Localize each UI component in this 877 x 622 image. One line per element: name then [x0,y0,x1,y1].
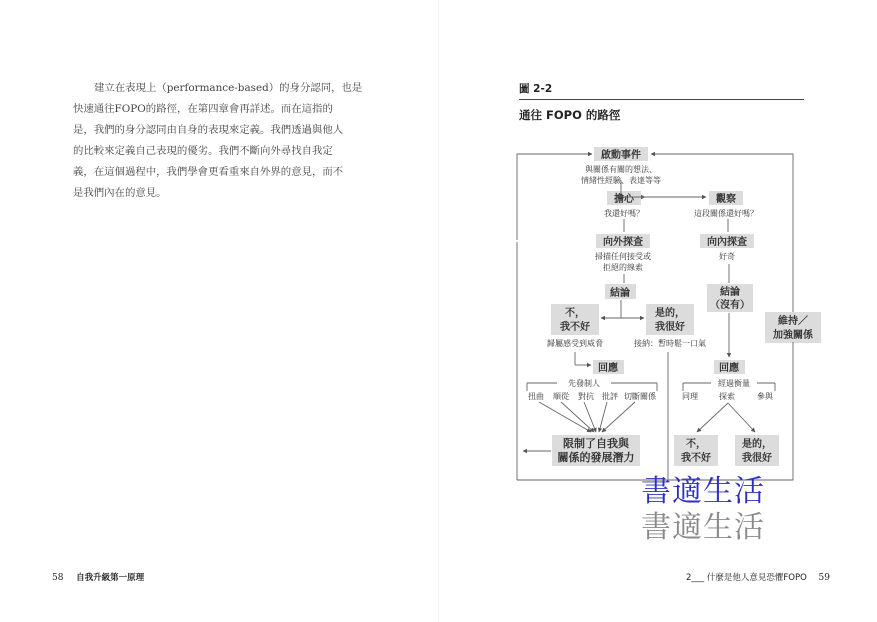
not-ok-line-1: 不， [565,308,585,319]
limit-line-1: 限制了自我與 [563,437,629,450]
figure-label: 圖 2-2 [519,83,553,95]
response-right-title: 回應 [719,363,739,374]
conclusion-right-title: 結論 [720,287,740,298]
response-left-title: 回應 [598,363,618,374]
to-final-not-ok-arrow [697,403,728,432]
reaction-arrow-3 [584,402,596,432]
right-folio [686,571,830,583]
threat-label: 歸屬感受到威脅 [547,339,603,348]
inward-desc: 好奇 [719,252,735,261]
body-paragraph [73,78,362,204]
conclusion-left-title: 結論 [610,288,630,299]
reaction-arrow-4 [599,402,607,432]
reaction-engage: 參與 [757,392,773,401]
final-ok-line-2: 我很好 [742,453,772,464]
watermark-gray: 書適生活 [641,510,765,545]
reaction-arrow-2 [561,402,594,432]
left-page [0,0,438,622]
paragraph-line: 快速通往FOPO的路徑，在第四章會再詳述。而在這指的 [73,103,333,115]
limit-line-2: 關係的發展潛力 [557,451,635,464]
ok-line-2: 我很好 [655,322,685,333]
trigger-title: 啟動事件 [601,150,641,161]
final-not-ok-line-2: 我不好 [681,453,711,464]
observe-question: 這段關係還好嗎？ [694,209,758,218]
observe-title: 觀察 [716,194,736,205]
final-not-ok-line-1: 不， [686,439,706,450]
left-folio [52,571,144,583]
worry-question: 我還好嗎？ [604,209,644,218]
reaction-comply: 順從 [553,392,569,401]
reaction-empathy: 同理 [682,392,698,401]
paragraph-line: 建立在表現上（performance-based）的身分認同，也是 [94,82,363,94]
outward-title: 向外探查 [603,237,643,248]
worry-title: 擔心 [614,194,634,205]
watermark-blue: 書適生活 [641,474,765,509]
reaction-arrow-5 [602,402,635,432]
not-ok-line-2: 我不好 [560,322,590,333]
inward-title: 向內探查 [707,237,747,248]
outward-desc-1: 掃描任何接受或 [595,252,651,261]
paragraph-line: 是，我們的身分認同由自身的表現來定義。我們透過與他人 [73,124,344,136]
reaction-distort: 扭曲 [528,392,544,401]
paragraph-line: 是我們內在的意見。 [73,187,167,199]
running-head: 2___ 什麼是他人意見恐懼FOPO [686,573,807,583]
maintain-line-2: 加強關係 [773,330,813,341]
accept-label: 接納：暫時鬆一口氣 [634,339,706,348]
conclusion-right-subtitle: （沒有） [710,300,750,311]
reaction-criticize: 批評 [602,392,618,401]
reaction-arrow-1 [539,402,591,432]
paragraph-line: 的比較來定義自己表現的優劣。我們不斷向外尋找自我定 [73,145,333,157]
trigger-desc-2: 情緒性經驗、表達等等 [581,176,661,185]
maintain-line-1: 維持／ [778,316,808,327]
figure-title: 通往 FOPO 的路徑 [519,108,621,122]
reaction-explore: 探索 [719,392,735,401]
running-head: 自我升級第一原理 [76,573,145,583]
trigger-desc-1: 與關係有關的想法、 [585,165,657,174]
to-final-ok-arrow [728,403,755,432]
weighed-label: 經過衡量 [718,379,750,388]
ok-line-1: 是的， [655,308,685,319]
label-boxes [551,147,821,466]
paragraph-line: 義，在這個過程中，我們學會更看重來自外界的意見，而不 [73,166,344,178]
final-ok-line-1: 是的， [742,439,772,450]
preempt-label: 先發制人 [568,379,600,388]
page-number: 58 [52,573,64,583]
loop-left-arrow [517,154,592,240]
reaction-cut-off: 切斷關係 [624,392,656,401]
reaction-oppose: 對抗 [578,392,594,401]
outward-desc-2: 拒絕的線索 [603,263,643,272]
page-number: 59 [818,573,830,583]
